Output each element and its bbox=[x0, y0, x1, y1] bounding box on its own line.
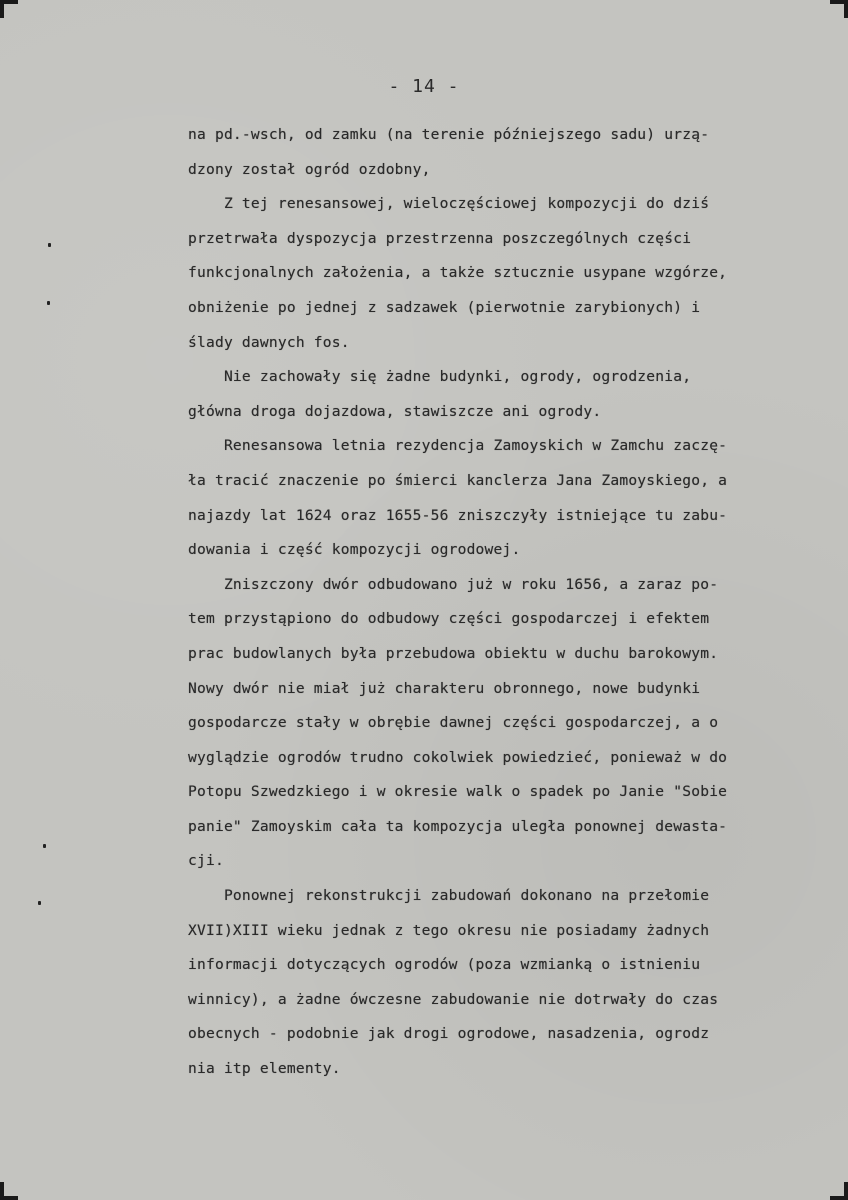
text-line: obecnych - podobnie jak drogi ogrodowe, nasadzenia, ogrodz bbox=[188, 1025, 710, 1043]
text-line: Z tej renesansowej, wieloczęściowej kompozycji do dziś bbox=[188, 195, 710, 213]
text-line: funkcjonalnych założenia, a także sztucznie usypane wzgórze, bbox=[188, 264, 728, 282]
scan-corner-bottom-left bbox=[0, 1182, 18, 1200]
text-line: informacji dotyczących ogrodów (poza wzmianką o istnieniu bbox=[188, 956, 701, 974]
text-line: tem przystąpiono do odbudowy części gospodarczej i efektem bbox=[188, 610, 710, 628]
text-line: obniżenie po jednej z sadzawek (pierwotnie zarybionych) i bbox=[188, 298, 701, 316]
margin-speck bbox=[38, 901, 41, 905]
text-line: wyglądzie ogrodów trudno cokolwiek powiedzieć, ponieważ w do bbox=[188, 748, 728, 766]
text-line: ślady dawnych fos. bbox=[188, 333, 350, 351]
text-line: przetrwała dyspozycja przestrzenna poszczególnych części bbox=[188, 229, 692, 247]
text-line: gospodarcze stały w obrębie dawnej części gospodarczej, a o bbox=[188, 714, 719, 732]
page-number: - 14 - bbox=[388, 76, 460, 97]
text-line: panie" Zamoyskim cała ta kompozycja uległa ponownej dewasta- bbox=[188, 817, 728, 835]
text-line: cji. bbox=[188, 852, 224, 870]
text-line: nia itp elementy. bbox=[188, 1060, 341, 1078]
text-line: na pd.-wsch, od zamku (na terenie późniejszego sadu) urzą- bbox=[188, 126, 710, 143]
text-line: Ponownej rekonstrukcji zabudowań dokonano na przełomie bbox=[188, 887, 710, 905]
margin-speck bbox=[48, 243, 51, 247]
text-line: główna droga dojazdowa, stawiszcze ani ogrody. bbox=[188, 402, 602, 420]
text-line: ła tracić znaczenie po śmierci kanclerza Jana Zamoyskiego, a bbox=[188, 471, 728, 489]
text-line: Renesansowa letnia rezydencja Zamoyskich w Zamchu zaczę- bbox=[188, 437, 728, 455]
text-line: dzony został ogród ozdobny, bbox=[188, 160, 431, 178]
scan-corner-bottom-right bbox=[830, 1182, 848, 1200]
body-text bbox=[188, 118, 828, 1087]
text-line: Zniszczony dwór odbudowano już w roku 1656, a zaraz po- bbox=[188, 575, 719, 593]
text-line: Nie zachowały się żadne budynki, ogrody, ogrodzenia, bbox=[188, 368, 692, 386]
text-line: XVII)XIII wieku jednak z tego okresu nie posiadamy żadnych bbox=[188, 921, 710, 939]
text-line: prac budowlanych była przebudowa obiektu w duchu barokowym. bbox=[188, 644, 719, 662]
margin-speck bbox=[47, 301, 50, 305]
text-line: dowania i część kompozycji ogrodowej. bbox=[188, 541, 521, 559]
text-line: winnicy), a żadne ówczesne zabudowanie nie dotrwały do czas bbox=[188, 990, 719, 1008]
text-line: Potopu Szwedzkiego i w okresie walk o spadek po Janie "Sobie bbox=[188, 783, 728, 801]
scan-corner-top-right bbox=[830, 0, 848, 18]
margin-speck bbox=[43, 844, 46, 848]
text-line: najazdy lat 1624 oraz 1655-56 zniszczyły istniejące tu zabu- bbox=[188, 506, 728, 524]
scan-corner-top-left bbox=[0, 0, 18, 18]
text-line: Nowy dwór nie miał już charakteru obronnego, nowe budynki bbox=[188, 679, 701, 697]
